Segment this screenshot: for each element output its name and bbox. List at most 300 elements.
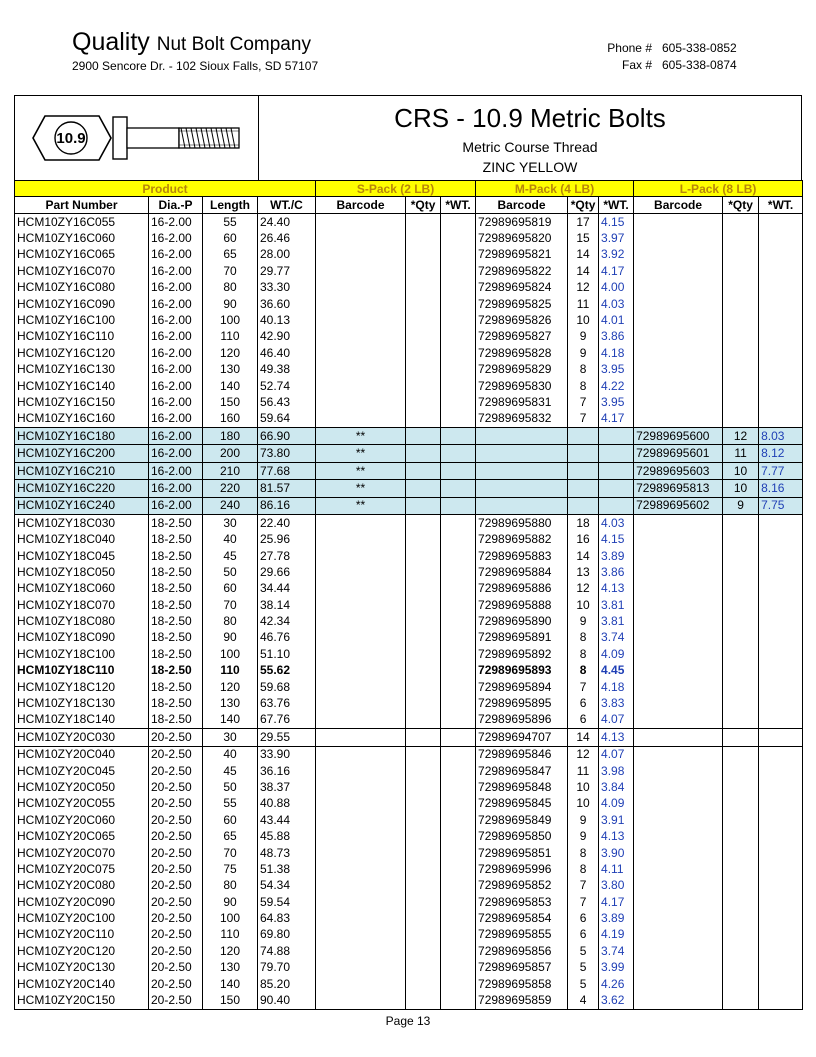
cell-wt-c: 36.16 bbox=[258, 763, 316, 779]
cell-m-barcode: 72989695848 bbox=[476, 779, 568, 795]
cell-s-wt bbox=[441, 712, 476, 729]
cell-l-barcode: 72989695813 bbox=[634, 480, 723, 497]
group-product: Product bbox=[15, 181, 316, 197]
cell-s-qty bbox=[406, 646, 441, 662]
table-row bbox=[15, 548, 803, 564]
cell-dia-p: 18-2.50 bbox=[149, 564, 203, 580]
cell-m-qty: 7 bbox=[568, 894, 599, 910]
col-m-wt: *WT. bbox=[599, 197, 634, 214]
cell-l-qty bbox=[723, 712, 759, 729]
cell-s-wt bbox=[441, 230, 476, 246]
cell-wt-c: 85.20 bbox=[258, 976, 316, 992]
cell-s-wt bbox=[441, 345, 476, 361]
cell-s-wt bbox=[441, 927, 476, 943]
cell-length: 60 bbox=[203, 812, 258, 828]
cell-dia-p: 20-2.50 bbox=[149, 992, 203, 1009]
cell-m-wt: 4.00 bbox=[599, 280, 634, 296]
cell-s-wt bbox=[441, 861, 476, 877]
cell-part-number: HCM10ZY20C045 bbox=[15, 763, 149, 779]
fax-label: Fax # bbox=[621, 58, 652, 72]
cell-dia-p: 16-2.00 bbox=[149, 296, 203, 312]
col-length: Length bbox=[203, 197, 258, 214]
cell-wt-c: 66.90 bbox=[258, 428, 316, 445]
cell-s-wt bbox=[441, 362, 476, 378]
cell-m-barcode: 72989695831 bbox=[476, 394, 568, 410]
cell-wt-c: 90.40 bbox=[258, 992, 316, 1009]
cell-m-wt bbox=[599, 497, 634, 514]
table-row bbox=[15, 812, 803, 828]
cell-dia-p: 16-2.00 bbox=[149, 214, 203, 231]
cell-dia-p: 16-2.00 bbox=[149, 378, 203, 394]
cell-m-wt: 3.81 bbox=[599, 613, 634, 629]
table-row bbox=[15, 729, 803, 746]
cell-s-wt bbox=[441, 531, 476, 547]
cell-l-wt bbox=[759, 548, 803, 564]
cell-l-barcode bbox=[634, 960, 723, 976]
cell-length: 130 bbox=[203, 960, 258, 976]
cell-m-barcode bbox=[476, 428, 568, 445]
cell-l-qty: 10 bbox=[723, 462, 759, 479]
title-cell bbox=[259, 96, 801, 180]
cell-s-barcode bbox=[316, 943, 406, 959]
cell-l-wt bbox=[759, 263, 803, 279]
cell-l-barcode bbox=[634, 531, 723, 547]
cell-l-qty bbox=[723, 378, 759, 394]
cell-dia-p: 20-2.50 bbox=[149, 943, 203, 959]
cell-part-number: HCM10ZY20C075 bbox=[15, 861, 149, 877]
cell-m-wt: 4.22 bbox=[599, 378, 634, 394]
cell-m-qty: 9 bbox=[568, 613, 599, 629]
cell-part-number: HCM10ZY18C120 bbox=[15, 679, 149, 695]
cell-s-wt bbox=[441, 411, 476, 428]
cell-m-barcode: 72989695852 bbox=[476, 878, 568, 894]
cell-m-barcode: 72989695857 bbox=[476, 960, 568, 976]
cell-s-barcode bbox=[316, 312, 406, 328]
table-row bbox=[15, 796, 803, 812]
table-row bbox=[15, 362, 803, 378]
cell-s-barcode bbox=[316, 796, 406, 812]
cell-part-number: HCM10ZY16C110 bbox=[15, 329, 149, 345]
table-row bbox=[15, 663, 803, 679]
cell-length: 100 bbox=[203, 910, 258, 926]
cell-l-wt bbox=[759, 712, 803, 729]
cell-l-wt bbox=[759, 894, 803, 910]
cell-l-wt bbox=[759, 695, 803, 711]
cell-s-qty bbox=[406, 729, 441, 746]
cell-m-barcode: 72989695855 bbox=[476, 927, 568, 943]
table-row bbox=[15, 712, 803, 729]
cell-dia-p: 18-2.50 bbox=[149, 548, 203, 564]
cell-s-qty bbox=[406, 630, 441, 646]
cell-part-number: HCM10ZY20C090 bbox=[15, 894, 149, 910]
cell-m-barcode: 72989695896 bbox=[476, 712, 568, 729]
cell-m-wt: 3.95 bbox=[599, 362, 634, 378]
cell-s-qty bbox=[406, 497, 441, 514]
cell-length: 65 bbox=[203, 247, 258, 263]
col-part-number: Part Number bbox=[15, 197, 149, 214]
cell-l-qty bbox=[723, 214, 759, 231]
cell-m-wt: 4.13 bbox=[599, 828, 634, 844]
cell-part-number: HCM10ZY16C120 bbox=[15, 345, 149, 361]
cell-part-number: HCM10ZY16C160 bbox=[15, 411, 149, 428]
cell-length: 60 bbox=[203, 581, 258, 597]
cell-m-barcode: 72989695891 bbox=[476, 630, 568, 646]
cell-l-qty bbox=[723, 927, 759, 943]
cell-s-qty bbox=[406, 663, 441, 679]
cell-l-qty bbox=[723, 564, 759, 580]
cell-s-barcode bbox=[316, 679, 406, 695]
cell-m-wt: 4.07 bbox=[599, 712, 634, 729]
cell-l-barcode bbox=[634, 779, 723, 795]
cell-length: 120 bbox=[203, 943, 258, 959]
cell-m-wt: 3.62 bbox=[599, 992, 634, 1009]
cell-m-wt: 3.74 bbox=[599, 943, 634, 959]
cell-s-wt bbox=[441, 763, 476, 779]
cell-l-wt bbox=[759, 531, 803, 547]
cell-m-barcode: 72989695853 bbox=[476, 894, 568, 910]
cell-l-wt bbox=[759, 230, 803, 246]
cell-s-barcode bbox=[316, 861, 406, 877]
cell-s-qty bbox=[406, 411, 441, 428]
cell-s-qty bbox=[406, 230, 441, 246]
cell-length: 120 bbox=[203, 679, 258, 695]
table-row bbox=[15, 515, 803, 532]
cell-m-wt: 4.09 bbox=[599, 796, 634, 812]
cell-length: 90 bbox=[203, 894, 258, 910]
cell-part-number: HCM10ZY20C040 bbox=[15, 746, 149, 763]
cell-s-wt bbox=[441, 312, 476, 328]
cell-part-number: HCM10ZY18C060 bbox=[15, 581, 149, 597]
cell-l-qty bbox=[723, 411, 759, 428]
cell-l-qty bbox=[723, 729, 759, 746]
cell-m-wt: 4.09 bbox=[599, 646, 634, 662]
cell-s-qty bbox=[406, 247, 441, 263]
cell-m-barcode: 72989695894 bbox=[476, 679, 568, 695]
cell-l-qty bbox=[723, 943, 759, 959]
cell-dia-p: 18-2.50 bbox=[149, 613, 203, 629]
cell-length: 110 bbox=[203, 663, 258, 679]
col-m-barcode: Barcode bbox=[476, 197, 568, 214]
table-row bbox=[15, 230, 803, 246]
cell-m-qty: 12 bbox=[568, 280, 599, 296]
cell-dia-p: 16-2.00 bbox=[149, 329, 203, 345]
cell-l-wt bbox=[759, 729, 803, 746]
cell-l-wt bbox=[759, 960, 803, 976]
cell-length: 80 bbox=[203, 280, 258, 296]
cell-wt-c: 33.90 bbox=[258, 746, 316, 763]
cell-dia-p: 20-2.50 bbox=[149, 960, 203, 976]
cell-dia-p: 20-2.50 bbox=[149, 845, 203, 861]
cell-s-qty bbox=[406, 329, 441, 345]
cell-m-barcode: 72989695895 bbox=[476, 695, 568, 711]
cell-l-barcode bbox=[634, 796, 723, 812]
cell-l-wt bbox=[759, 329, 803, 345]
cell-s-wt bbox=[441, 663, 476, 679]
cell-length: 130 bbox=[203, 362, 258, 378]
cell-part-number: HCM10ZY20C110 bbox=[15, 927, 149, 943]
cell-l-barcode bbox=[634, 564, 723, 580]
cell-wt-c: 40.88 bbox=[258, 796, 316, 812]
cell-l-qty bbox=[723, 894, 759, 910]
cell-l-barcode bbox=[634, 263, 723, 279]
cell-m-wt: 4.15 bbox=[599, 531, 634, 547]
cell-dia-p: 20-2.50 bbox=[149, 779, 203, 795]
cell-s-qty bbox=[406, 992, 441, 1009]
cell-m-wt: 3.86 bbox=[599, 564, 634, 580]
cell-l-barcode bbox=[634, 394, 723, 410]
cell-length: 90 bbox=[203, 296, 258, 312]
cell-s-qty bbox=[406, 976, 441, 992]
cell-m-qty: 14 bbox=[568, 247, 599, 263]
cell-l-qty bbox=[723, 828, 759, 844]
cell-s-barcode: ** bbox=[316, 462, 406, 479]
cell-l-barcode bbox=[634, 345, 723, 361]
cell-m-wt: 3.81 bbox=[599, 597, 634, 613]
cell-m-qty: 5 bbox=[568, 943, 599, 959]
cell-length: 60 bbox=[203, 230, 258, 246]
cell-dia-p: 18-2.50 bbox=[149, 597, 203, 613]
cell-wt-c: 40.13 bbox=[258, 312, 316, 328]
cell-s-wt bbox=[441, 214, 476, 231]
cell-length: 55 bbox=[203, 214, 258, 231]
cell-wt-c: 42.90 bbox=[258, 329, 316, 345]
cell-wt-c: 55.62 bbox=[258, 663, 316, 679]
cell-part-number: HCM10ZY20C050 bbox=[15, 779, 149, 795]
cell-m-wt: 4.11 bbox=[599, 861, 634, 877]
cell-l-qty bbox=[723, 845, 759, 861]
cell-s-qty bbox=[406, 480, 441, 497]
cell-l-wt bbox=[759, 411, 803, 428]
cell-part-number: HCM10ZY20C080 bbox=[15, 878, 149, 894]
cell-m-qty: 14 bbox=[568, 263, 599, 279]
cell-s-qty bbox=[406, 345, 441, 361]
cell-length: 55 bbox=[203, 796, 258, 812]
cell-part-number: HCM10ZY16C130 bbox=[15, 362, 149, 378]
table-row bbox=[15, 646, 803, 662]
cell-s-wt bbox=[441, 394, 476, 410]
cell-dia-p: 16-2.00 bbox=[149, 312, 203, 328]
cell-length: 160 bbox=[203, 411, 258, 428]
cell-length: 80 bbox=[203, 878, 258, 894]
cell-s-qty bbox=[406, 531, 441, 547]
cell-m-wt bbox=[599, 428, 634, 445]
cell-dia-p: 18-2.50 bbox=[149, 515, 203, 532]
cell-l-wt bbox=[759, 746, 803, 763]
cell-s-wt bbox=[441, 943, 476, 959]
cell-l-barcode bbox=[634, 312, 723, 328]
cell-m-barcode: 72989695845 bbox=[476, 796, 568, 812]
cell-s-wt bbox=[441, 976, 476, 992]
cell-part-number: HCM10ZY18C100 bbox=[15, 646, 149, 662]
cell-dia-p: 18-2.50 bbox=[149, 531, 203, 547]
cell-part-number: HCM10ZY20C130 bbox=[15, 960, 149, 976]
cell-l-qty bbox=[723, 230, 759, 246]
cell-l-barcode bbox=[634, 878, 723, 894]
cell-m-barcode: 72989695882 bbox=[476, 531, 568, 547]
table-row bbox=[15, 894, 803, 910]
cell-m-qty: 5 bbox=[568, 976, 599, 992]
col-s-qty: *Qty bbox=[406, 197, 441, 214]
cell-l-wt bbox=[759, 943, 803, 959]
cell-m-qty: 10 bbox=[568, 796, 599, 812]
cell-m-qty: 6 bbox=[568, 910, 599, 926]
cell-s-barcode: ** bbox=[316, 480, 406, 497]
cell-m-qty: 11 bbox=[568, 763, 599, 779]
cell-l-barcode bbox=[634, 362, 723, 378]
group-m-pack: M-Pack (4 LB) bbox=[476, 181, 634, 197]
cell-s-wt bbox=[441, 828, 476, 844]
table-row bbox=[15, 943, 803, 959]
cell-part-number: HCM10ZY16C055 bbox=[15, 214, 149, 231]
cell-m-barcode: 72989695880 bbox=[476, 515, 568, 532]
cell-l-qty: 10 bbox=[723, 480, 759, 497]
cell-s-qty bbox=[406, 263, 441, 279]
cell-l-qty: 11 bbox=[723, 445, 759, 462]
cell-m-wt: 3.92 bbox=[599, 247, 634, 263]
cell-m-wt: 4.17 bbox=[599, 263, 634, 279]
cell-part-number: HCM10ZY20C120 bbox=[15, 943, 149, 959]
cell-l-barcode bbox=[634, 581, 723, 597]
cell-s-barcode bbox=[316, 960, 406, 976]
cell-l-wt bbox=[759, 992, 803, 1009]
cell-l-qty bbox=[723, 763, 759, 779]
cell-l-wt bbox=[759, 796, 803, 812]
cell-part-number: HCM10ZY18C040 bbox=[15, 531, 149, 547]
cell-dia-p: 18-2.50 bbox=[149, 646, 203, 662]
cell-s-barcode bbox=[316, 263, 406, 279]
cell-s-wt bbox=[441, 280, 476, 296]
cell-l-qty bbox=[723, 779, 759, 795]
table-row bbox=[15, 394, 803, 410]
cell-m-barcode: 72989695819 bbox=[476, 214, 568, 231]
cell-part-number: HCM10ZY20C060 bbox=[15, 812, 149, 828]
cell-s-qty bbox=[406, 861, 441, 877]
cell-part-number: HCM10ZY16C180 bbox=[15, 428, 149, 445]
cell-m-barcode bbox=[476, 497, 568, 514]
cell-m-qty: 8 bbox=[568, 663, 599, 679]
cell-m-qty: 14 bbox=[568, 548, 599, 564]
cell-l-barcode bbox=[634, 247, 723, 263]
cell-part-number: HCM10ZY16C240 bbox=[15, 497, 149, 514]
cell-m-qty: 7 bbox=[568, 878, 599, 894]
cell-dia-p: 20-2.50 bbox=[149, 910, 203, 926]
cell-dia-p: 16-2.00 bbox=[149, 445, 203, 462]
cell-m-qty: 6 bbox=[568, 695, 599, 711]
cell-s-wt bbox=[441, 581, 476, 597]
cell-length: 140 bbox=[203, 378, 258, 394]
cell-wt-c: 27.78 bbox=[258, 548, 316, 564]
logo-cell bbox=[15, 96, 259, 180]
cell-m-barcode: 72989695830 bbox=[476, 378, 568, 394]
cell-s-barcode bbox=[316, 362, 406, 378]
cell-m-barcode bbox=[476, 480, 568, 497]
cell-part-number: HCM10ZY16C140 bbox=[15, 378, 149, 394]
cell-wt-c: 52.74 bbox=[258, 378, 316, 394]
cell-m-wt: 3.89 bbox=[599, 548, 634, 564]
cell-l-wt: 7.75 bbox=[759, 497, 803, 514]
cell-l-barcode bbox=[634, 927, 723, 943]
cell-m-qty: 12 bbox=[568, 746, 599, 763]
cell-l-barcode bbox=[634, 214, 723, 231]
cell-s-barcode: ** bbox=[316, 497, 406, 514]
cell-m-qty: 14 bbox=[568, 729, 599, 746]
cell-m-qty: 9 bbox=[568, 329, 599, 345]
cell-l-wt bbox=[759, 581, 803, 597]
table-row bbox=[15, 828, 803, 844]
table-row bbox=[15, 581, 803, 597]
cell-l-wt bbox=[759, 362, 803, 378]
cell-m-qty: 8 bbox=[568, 861, 599, 877]
fax-line bbox=[600, 57, 737, 74]
cell-l-barcode bbox=[634, 378, 723, 394]
col-l-barcode: Barcode bbox=[634, 197, 723, 214]
table-row bbox=[15, 878, 803, 894]
cell-s-wt bbox=[441, 613, 476, 629]
table-row bbox=[15, 597, 803, 613]
cell-dia-p: 18-2.50 bbox=[149, 663, 203, 679]
cell-s-barcode bbox=[316, 812, 406, 828]
cell-m-wt bbox=[599, 445, 634, 462]
cell-wt-c: 24.40 bbox=[258, 214, 316, 231]
cell-l-wt bbox=[759, 927, 803, 943]
cell-s-qty bbox=[406, 894, 441, 910]
table-row bbox=[15, 976, 803, 992]
cell-m-wt: 3.86 bbox=[599, 329, 634, 345]
cell-wt-c: 63.76 bbox=[258, 695, 316, 711]
cell-l-barcode bbox=[634, 976, 723, 992]
cell-wt-c: 56.43 bbox=[258, 394, 316, 410]
cell-s-barcode bbox=[316, 613, 406, 629]
cell-l-qty bbox=[723, 796, 759, 812]
col-l-qty: *Qty bbox=[723, 197, 759, 214]
cell-length: 100 bbox=[203, 646, 258, 662]
cell-m-qty: 6 bbox=[568, 927, 599, 943]
cell-m-wt: 4.13 bbox=[599, 729, 634, 746]
table-row bbox=[15, 960, 803, 976]
cell-l-qty bbox=[723, 812, 759, 828]
cell-m-qty: 10 bbox=[568, 312, 599, 328]
cell-length: 50 bbox=[203, 779, 258, 795]
cell-s-barcode bbox=[316, 927, 406, 943]
cell-length: 220 bbox=[203, 480, 258, 497]
cell-s-qty bbox=[406, 845, 441, 861]
table-row bbox=[15, 263, 803, 279]
cell-m-wt: 4.45 bbox=[599, 663, 634, 679]
cell-l-barcode bbox=[634, 329, 723, 345]
cell-length: 180 bbox=[203, 428, 258, 445]
cell-length: 75 bbox=[203, 861, 258, 877]
cell-dia-p: 18-2.50 bbox=[149, 630, 203, 646]
cell-m-wt: 4.07 bbox=[599, 746, 634, 763]
cell-dia-p: 16-2.00 bbox=[149, 428, 203, 445]
cell-wt-c: 59.64 bbox=[258, 411, 316, 428]
cell-l-barcode bbox=[634, 296, 723, 312]
cell-length: 65 bbox=[203, 828, 258, 844]
cell-l-qty bbox=[723, 312, 759, 328]
cell-m-wt: 4.18 bbox=[599, 679, 634, 695]
cell-length: 110 bbox=[203, 329, 258, 345]
cell-wt-c: 67.76 bbox=[258, 712, 316, 729]
cell-l-qty: 12 bbox=[723, 428, 759, 445]
cell-part-number: HCM10ZY20C065 bbox=[15, 828, 149, 844]
cell-wt-c: 69.80 bbox=[258, 927, 316, 943]
cell-s-wt bbox=[441, 497, 476, 514]
cell-dia-p: 18-2.50 bbox=[149, 695, 203, 711]
cell-s-qty bbox=[406, 581, 441, 597]
cell-s-wt bbox=[441, 597, 476, 613]
cell-wt-c: 29.66 bbox=[258, 564, 316, 580]
cell-s-qty bbox=[406, 296, 441, 312]
